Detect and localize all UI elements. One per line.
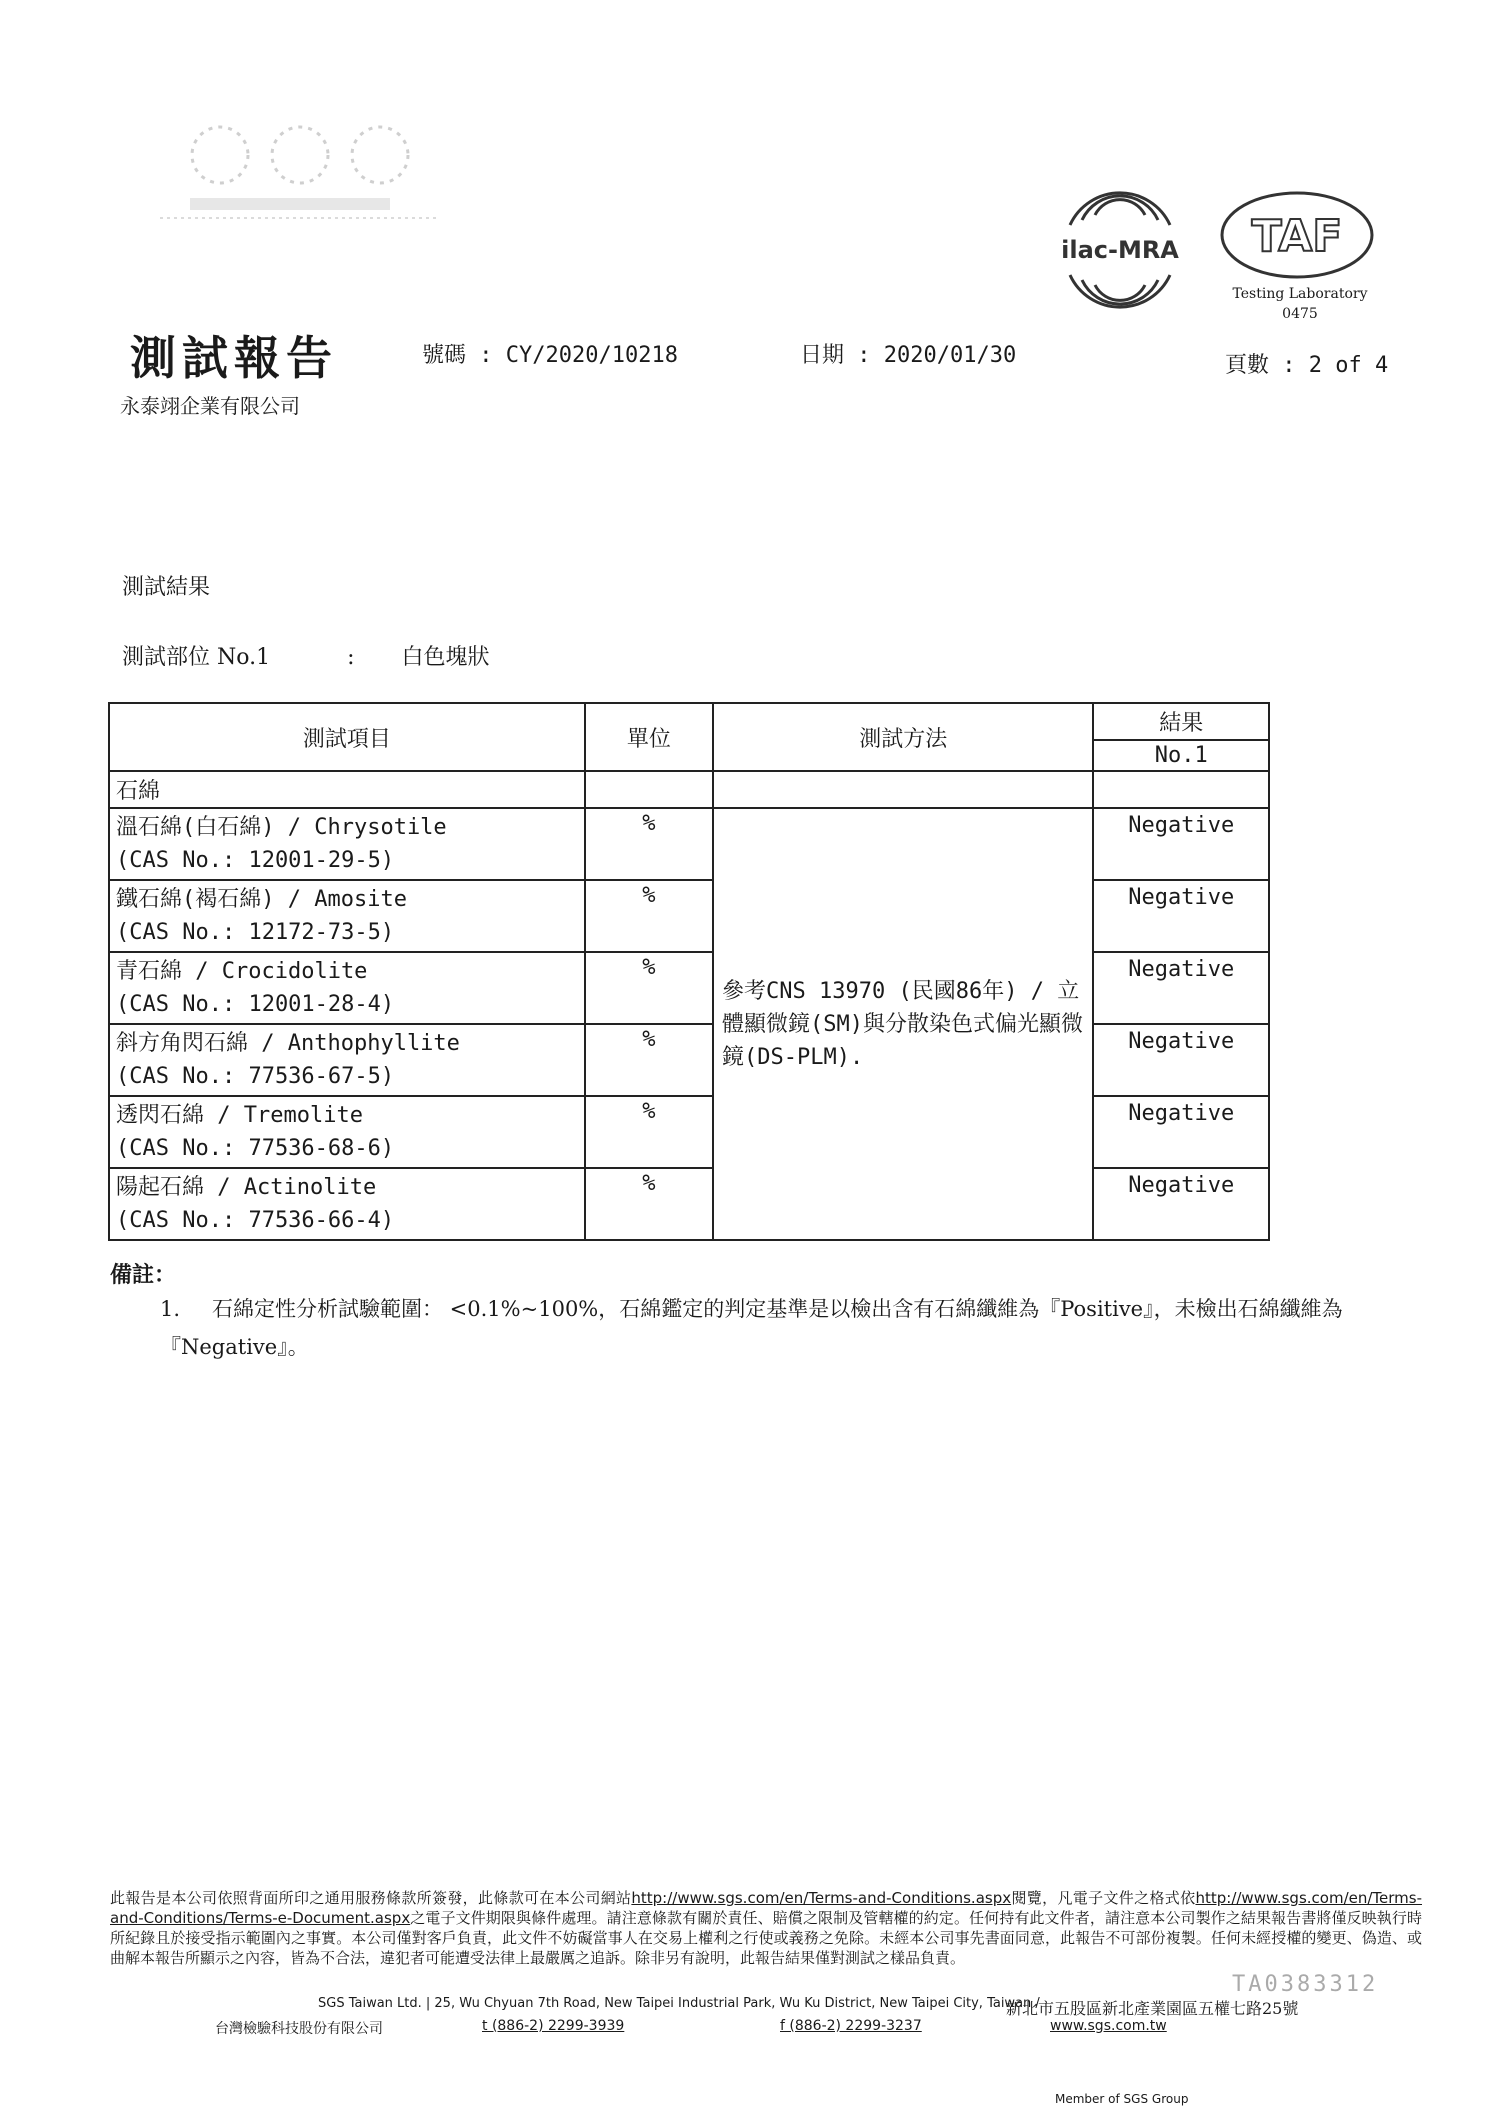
taf-caption-line-2: 0475 [1282, 306, 1318, 322]
terms-e-document-link[interactable]: http://www.sgs.com/en/Terms-and-Conditions/Terms-e-Document.aspx [110, 1889, 1422, 1927]
item-cas: (CAS No.: 12001-29-5) [116, 848, 395, 873]
test-part-line [122, 640, 490, 671]
result-cell: Negative [1093, 1024, 1269, 1096]
report-date: 日期 : 2020/01/30 [800, 343, 1017, 368]
item-cas: (CAS No.: 77536-66-4) [116, 1208, 395, 1233]
report-date-value: 2020/01/30 [883, 343, 1017, 368]
unit-cell: % [585, 1168, 713, 1240]
page-count-label: 頁數 [1225, 353, 1270, 378]
ilac-logo-text: ilac-MRA [1061, 236, 1179, 264]
category-label: 石綿 [109, 771, 585, 808]
unit-cell: % [585, 808, 713, 880]
unit-cell: % [585, 1024, 713, 1096]
remark-number: 1. [160, 1297, 181, 1321]
taf-caption [1225, 284, 1375, 324]
footer-text-2: 閱覽，凡電子文件之格式依 [1011, 1889, 1196, 1907]
item-cell [109, 808, 585, 880]
item-cell [109, 1024, 585, 1096]
table-row [109, 808, 1269, 880]
remark-item [160, 1290, 1410, 1366]
document-serial: TA0383312 [1232, 1972, 1379, 1997]
footer-company: 台灣檢驗科技股份有限公司 [215, 2021, 383, 2037]
unit-cell: % [585, 1096, 713, 1168]
footer-text-1: 此報告是本公司依照背面所印之通用服務條款所簽發，此條款可在本公司網站 [110, 1889, 632, 1907]
footer-fax: f (886-2) 2299-3237 [780, 2018, 922, 2034]
test-part-colon: : [347, 645, 355, 670]
test-part-label: 測試部位 No.1 [122, 645, 271, 670]
result-cell: Negative [1093, 1096, 1269, 1168]
result-cell: Negative [1093, 808, 1269, 880]
report-number-value: CY/2020/10218 [505, 343, 678, 368]
result-cell: Negative [1093, 880, 1269, 952]
footer-phone: t (886-2) 2299-3939 [482, 2018, 625, 2034]
header-item: 測試項目 [109, 703, 585, 771]
item-cas: (CAS No.: 77536-67-5) [116, 1064, 395, 1089]
table-row [109, 952, 1269, 1024]
report-title: 測試報告 [130, 331, 338, 385]
category-method-empty [713, 771, 1093, 808]
item-cell [109, 1168, 585, 1240]
unit-cell: % [585, 880, 713, 952]
header-result: 結果 [1093, 703, 1269, 740]
footer-address-cn: 新北市五股區新北產業園區五權七路25號 [1006, 1999, 1299, 2018]
table-row [109, 1168, 1269, 1240]
table-row [109, 1096, 1269, 1168]
item-name: 透閃石綿 / Tremolite [116, 1103, 363, 1128]
category-result-empty [1093, 771, 1269, 808]
report-number: 號碼 : CY/2020/10218 [422, 343, 678, 368]
taf-logo-text: TAF [1251, 211, 1343, 262]
header-method: 測試方法 [713, 703, 1093, 771]
item-name: 溫石綿(白石綿) / Chrysotile [116, 815, 447, 840]
category-unit-empty [585, 771, 713, 808]
terms-link[interactable]: http://www.sgs.com/en/Terms-and-Conditions.aspx [631, 1889, 1012, 1907]
footer-disclaimer [110, 1888, 1422, 1968]
page-count-value: 2 of 4 [1308, 353, 1389, 378]
header-result-sub: No.1 [1093, 740, 1269, 771]
sgs-logo [150, 110, 450, 230]
item-cell [109, 880, 585, 952]
table-category-row [109, 771, 1269, 808]
ilac-mra-logo [1040, 170, 1200, 330]
remark-text: 石綿定性分析試驗範圍： <0.1%~100%，石綿鑑定的判定基準是以檢出含有石綿纖維為『Positive』，未檢出石綿纖維為『Negative』。 [160, 1297, 1343, 1359]
page-count: 頁數 : 2 of 4 [1225, 353, 1389, 378]
report-number-label: 號碼 [422, 343, 467, 368]
table-row [109, 880, 1269, 952]
item-cas: (CAS No.: 12001-28-4) [116, 992, 395, 1017]
test-part-value: 白色塊狀 [401, 645, 490, 670]
section-title: 測試結果 [122, 575, 211, 600]
header-unit: 單位 [585, 703, 713, 771]
results-table [108, 702, 1270, 1241]
report-date-label: 日期 [800, 343, 845, 368]
table-header-row [109, 703, 1269, 740]
footer-website[interactable]: www.sgs.com.tw [1050, 2018, 1167, 2034]
result-cell: Negative [1093, 1168, 1269, 1240]
footer-text-3: 之電子文件期限與條件處理。請注意條款有關於責任、賠償之限制及管轄權的約定。任何持有此文件者，請注意本公司製作之結果報告書將僅反映執行時所紀錄且於接受指示範圍內之事實。本公司僅對客戶負責，此文件不妨礙當事人在交易上權利之行使或義務之免除。未經本公司事先書面同意，此報告不可部份複製。任何未經授權的變更、偽造、或曲解本報告所顯示之內容，皆為不合法，違犯者可能遭受法律上最嚴厲之追訴。除非另有說明，此報告結果僅對測試之樣品負責。 [110, 1909, 1422, 1967]
item-name: 鐵石綿(褐石綿) / Amosite [116, 887, 407, 912]
taf-caption-line-1: Testing Laboratory [1232, 286, 1368, 302]
unit-cell: % [585, 952, 713, 1024]
item-name: 陽起石綿 / Actinolite [116, 1175, 377, 1200]
item-cas: (CAS No.: 12172-73-5) [116, 920, 395, 945]
item-cell [109, 952, 585, 1024]
table-row [109, 1024, 1269, 1096]
client-company: 永泰翊企業有限公司 [120, 394, 300, 418]
taf-logo [1215, 185, 1380, 285]
item-cell [109, 1096, 585, 1168]
method-cell: 參考CNS 13970 (民國86年) / 立體顯微鏡(SM)與分散染色式偏光顯微鏡(DS-PLM). [713, 808, 1093, 1240]
footer-member: Member of SGS Group [1055, 2092, 1189, 2106]
item-name: 斜方角閃石綿 / Anthophyllite [116, 1031, 460, 1056]
item-cas: (CAS No.: 77536-68-6) [116, 1136, 395, 1161]
remarks-title: 備註： [110, 1262, 177, 1288]
result-cell: Negative [1093, 952, 1269, 1024]
item-name: 青石綿 / Crocidolite [116, 959, 368, 984]
footer-address-en: SGS Taiwan Ltd. | 25, Wu Chyuan 7th Road, New Taipei Industrial Park, Wu Ku District, New Taipei City, Taiwan / [318, 1996, 1040, 2011]
